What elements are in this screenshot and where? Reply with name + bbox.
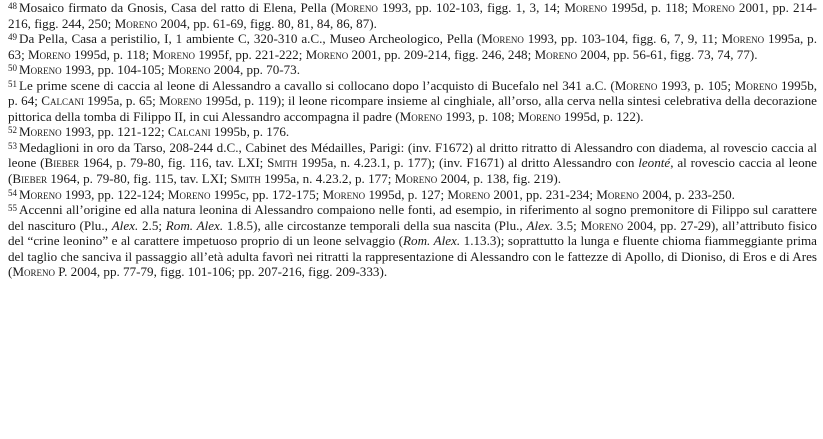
- footnote-text: 2004, pp. 56-61, figg. 73, 74, 77).: [577, 46, 758, 62]
- author-name: Moreno: [335, 0, 378, 15]
- author-name: Moreno: [447, 186, 491, 202]
- footnote-text: 1993, pp. 122-124;: [61, 186, 168, 202]
- footnote-text: 1995b, p. 64;: [8, 77, 818, 109]
- footnote-text: 1993, pp. 102-103, figg. 1, 3, 14;: [377, 0, 565, 15]
- footnote-number: 51: [8, 78, 17, 89]
- footnote: [8, 140, 817, 187]
- author-name: Smith: [267, 155, 298, 171]
- footnote-text: 1.13.3); soprattutto la lunga e fluente chioma fiammeggiante prima del taglio che sanciva il passaggio all’età adulta favorì nei ritratti la rappresentazione di Alessandro con le fattezze di Apollo, di Dioniso, di Eros e di Ares (: [8, 233, 817, 280]
- footnote-text: 1964, p. 79-80, fig. 115, tav. LXI;: [47, 171, 231, 187]
- author-name: Moreno: [394, 171, 438, 187]
- footnote-text: 1995d, p. 118;: [606, 0, 693, 15]
- author-name: Moreno: [19, 124, 62, 140]
- author-name: Moreno: [721, 31, 765, 47]
- footnote-text: 1995f, pp. 221-222;: [195, 46, 306, 62]
- author-name: Moreno: [28, 46, 71, 62]
- author-name: Moreno: [481, 31, 524, 47]
- footnote-text: 1993, pp. 103-104, figg. 6, 7, 9, 11;: [523, 31, 722, 47]
- author-name: Moreno: [534, 46, 578, 62]
- footnote-text: 2001, pp. 209-214, figg. 246, 248;: [348, 46, 535, 62]
- footnote-text: P. 2004, pp. 77-79, figg. 101-106; pp. 207-216, figg. 209-333).: [55, 264, 388, 280]
- author-name: Moreno: [399, 108, 443, 124]
- footnote-text: 2004, pp. 70-73.: [210, 62, 300, 78]
- author-name: Moreno: [305, 46, 349, 62]
- footnote: [8, 202, 817, 280]
- footnote-number: 49: [8, 32, 17, 43]
- italic-text: Alex.: [526, 217, 554, 233]
- footnote-text: 1995a, n. 4.23.1, p. 177); (inv. F1671) al dritto Alessandro con: [297, 155, 639, 171]
- footnote-text: Medaglioni in oro da Tarso, 208-244 d.C., Cabinet des Médailles, Parigi: (inv. F1672) al dritto ritratto di Alessandro con diadema, al rovescio caccia al leone (: [8, 139, 817, 171]
- author-name: Moreno: [167, 186, 211, 202]
- footnote: [8, 187, 817, 203]
- footnote-number: 48: [8, 1, 17, 11]
- footnote: [8, 0, 817, 31]
- author-name: Moreno: [734, 77, 778, 93]
- footnote-text: 1995c, pp. 172-175;: [210, 186, 323, 202]
- footnote-text: 1993, pp. 121-122;: [61, 124, 168, 140]
- footnote-text: Le prime scene di caccia al leone di Alessandro a cavallo si collocano dopo l’acquisto di Bucefalo nel 341 a.C. (: [19, 77, 615, 93]
- footnote-text: 2004, p. 233-250.: [638, 186, 735, 202]
- footnote-text: 1993, p. 108;: [442, 108, 518, 124]
- author-name: Moreno: [580, 217, 624, 233]
- author-name: Moreno: [692, 0, 735, 15]
- footnote-text: 1995b, p. 176.: [210, 124, 290, 140]
- footnote-text: 2004, p. 138, fig. 219).: [437, 171, 561, 187]
- footnote-text: 1995d, p. 118;: [70, 46, 153, 62]
- footnote-text: 1993, p. 105;: [657, 77, 735, 93]
- footnote: [8, 31, 817, 62]
- footnote-text: 2.5;: [138, 217, 166, 233]
- author-name: Moreno: [517, 108, 561, 124]
- italic-text: Rom. Alex.: [165, 217, 224, 233]
- author-name: Bieber: [44, 155, 80, 171]
- author-name: Moreno: [564, 0, 607, 15]
- author-name: Moreno: [159, 93, 202, 109]
- footnote-number: 50: [8, 63, 17, 74]
- footnote-text: 2001, pp. 214-216, figg. 244, 250;: [8, 0, 817, 31]
- author-name: Calcani: [41, 93, 84, 109]
- footnote-text: Da Pella, Casa a peristilio, I, 1 ambiente C, 320-310 a.C., Museo Archeologico, Pella (: [19, 31, 482, 47]
- author-name: Moreno: [322, 186, 366, 202]
- author-name: Moreno: [19, 186, 62, 202]
- footnote-number: 55: [8, 203, 17, 214]
- footnote: [8, 62, 817, 78]
- author-name: Smith: [230, 171, 261, 187]
- footnote: [8, 124, 817, 140]
- footnote-text: Mosaico firmato da Gnosis, Casa del ratto di Elena, Pella (: [19, 0, 336, 15]
- footnote-text: 1995d, p. 127;: [365, 186, 448, 202]
- author-name: Calcani: [167, 124, 211, 140]
- italic-text: leonté: [638, 155, 671, 171]
- footnote-text: 1995a, p. 63;: [8, 31, 817, 62]
- author-name: Moreno: [614, 77, 658, 93]
- author-name: Moreno: [152, 46, 196, 62]
- footnote-text: 1993, pp. 104-105;: [61, 62, 168, 78]
- footnote-text: 1995a, n. 4.23.2, p. 177;: [260, 171, 395, 187]
- footnote-text: 1995d, p. 119); il leone ricompare insieme al cinghiale, all’orso, alla cerva nella sintesi celebrativa della decorazione pittorica della tomba di Filippo II, in cui Alessandro accompagna il padre (: [8, 93, 817, 124]
- footnote-text: 1.8.5), alle circostanze temporali della sua nascita (Plu.,: [223, 217, 527, 233]
- footnote-text: 2004, pp. 27-29), all’attributo fisico del “crine leonino” e al carattere impetuoso proprio di un leone selvaggio (: [8, 217, 817, 249]
- footnote-text: , al rovescio caccia al leone (: [8, 155, 817, 187]
- footnote-number: 54: [8, 187, 17, 198]
- footnote-text: 2004, pp. 61-69, figg. 80, 81, 84, 86, 87).: [157, 15, 377, 31]
- author-name: Moreno: [167, 62, 211, 78]
- author-name: Moreno: [12, 264, 56, 280]
- footnote-text: Accenni all’origine ed alla natura leonina di Alessandro compaiono nelle fonti, ad esempio, in riferimento al sogno premonitore di Filippo sul carattere del nascituro (Plu.,: [8, 202, 817, 233]
- footnote: [8, 78, 817, 125]
- footnote-text: 1995a, p. 65;: [83, 93, 160, 109]
- footnote-text: 3.5;: [553, 217, 581, 233]
- footnote-text: 1995d, p. 122).: [560, 108, 644, 124]
- italic-text: Rom. Alex.: [403, 233, 461, 249]
- author-name: Bieber: [12, 171, 48, 187]
- footnote-number: 52: [8, 125, 17, 136]
- author-name: Moreno: [114, 15, 158, 31]
- italic-text: Alex.: [111, 217, 139, 233]
- footnote-number: 53: [8, 140, 17, 151]
- author-name: Moreno: [596, 186, 639, 202]
- author-name: Moreno: [19, 62, 62, 78]
- footnote-text: 1964, p. 79-80, fig. 116, tav. LXI;: [79, 155, 268, 171]
- footnote-text: 2001, pp. 231-234;: [490, 186, 597, 202]
